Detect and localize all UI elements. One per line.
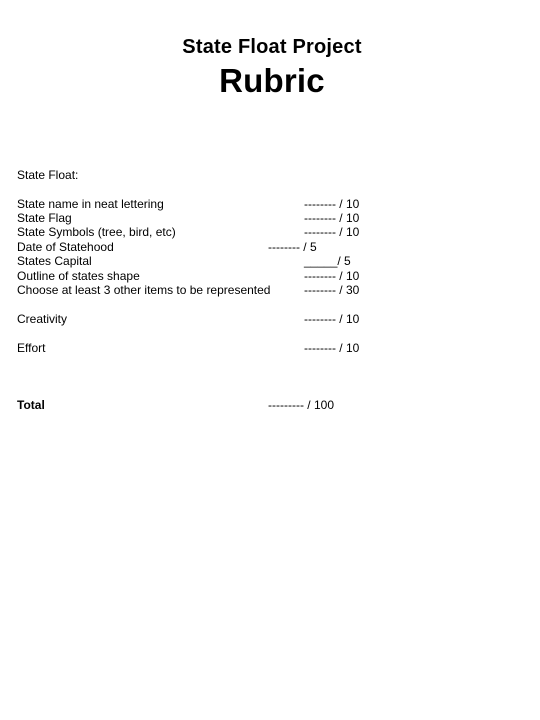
- rubric-item-label: State name in neat lettering: [17, 197, 164, 211]
- rubric-item-label: States Capital: [17, 254, 92, 268]
- rubric-item-label: State Flag: [17, 211, 72, 225]
- rubric-item-label: Choose at least 3 other items to be represented: [17, 283, 271, 297]
- rubric-item-score: -------- / 10: [304, 225, 360, 239]
- total-score: --------- / 100: [268, 398, 334, 412]
- rubric-item-score: -------- / 5: [268, 240, 317, 254]
- creativity-label: Creativity: [17, 312, 68, 326]
- effort-score: -------- / 10: [304, 341, 360, 355]
- creativity-score: -------- / 10: [304, 312, 360, 326]
- document-title: State Float Project: [182, 36, 362, 58]
- rubric-item-label: State Symbols (tree, bird, etc): [17, 225, 176, 239]
- rubric-item-score: -------- / 10: [304, 269, 360, 283]
- rubric-item-score: -------- / 10: [304, 211, 360, 225]
- total-label: Total: [17, 398, 45, 412]
- rubric-item-label: Date of Statehood: [17, 240, 114, 254]
- document-subtitle: Rubric: [219, 62, 325, 99]
- rubric-item-score: -------- / 30: [304, 283, 360, 297]
- effort-label: Effort: [17, 341, 46, 355]
- rubric-item-score: -------- / 10: [304, 197, 360, 211]
- rubric-item-score: _____/ 5: [304, 254, 351, 268]
- section-heading: State Float:: [17, 168, 79, 182]
- rubric-item-label: Outline of states shape: [17, 269, 140, 283]
